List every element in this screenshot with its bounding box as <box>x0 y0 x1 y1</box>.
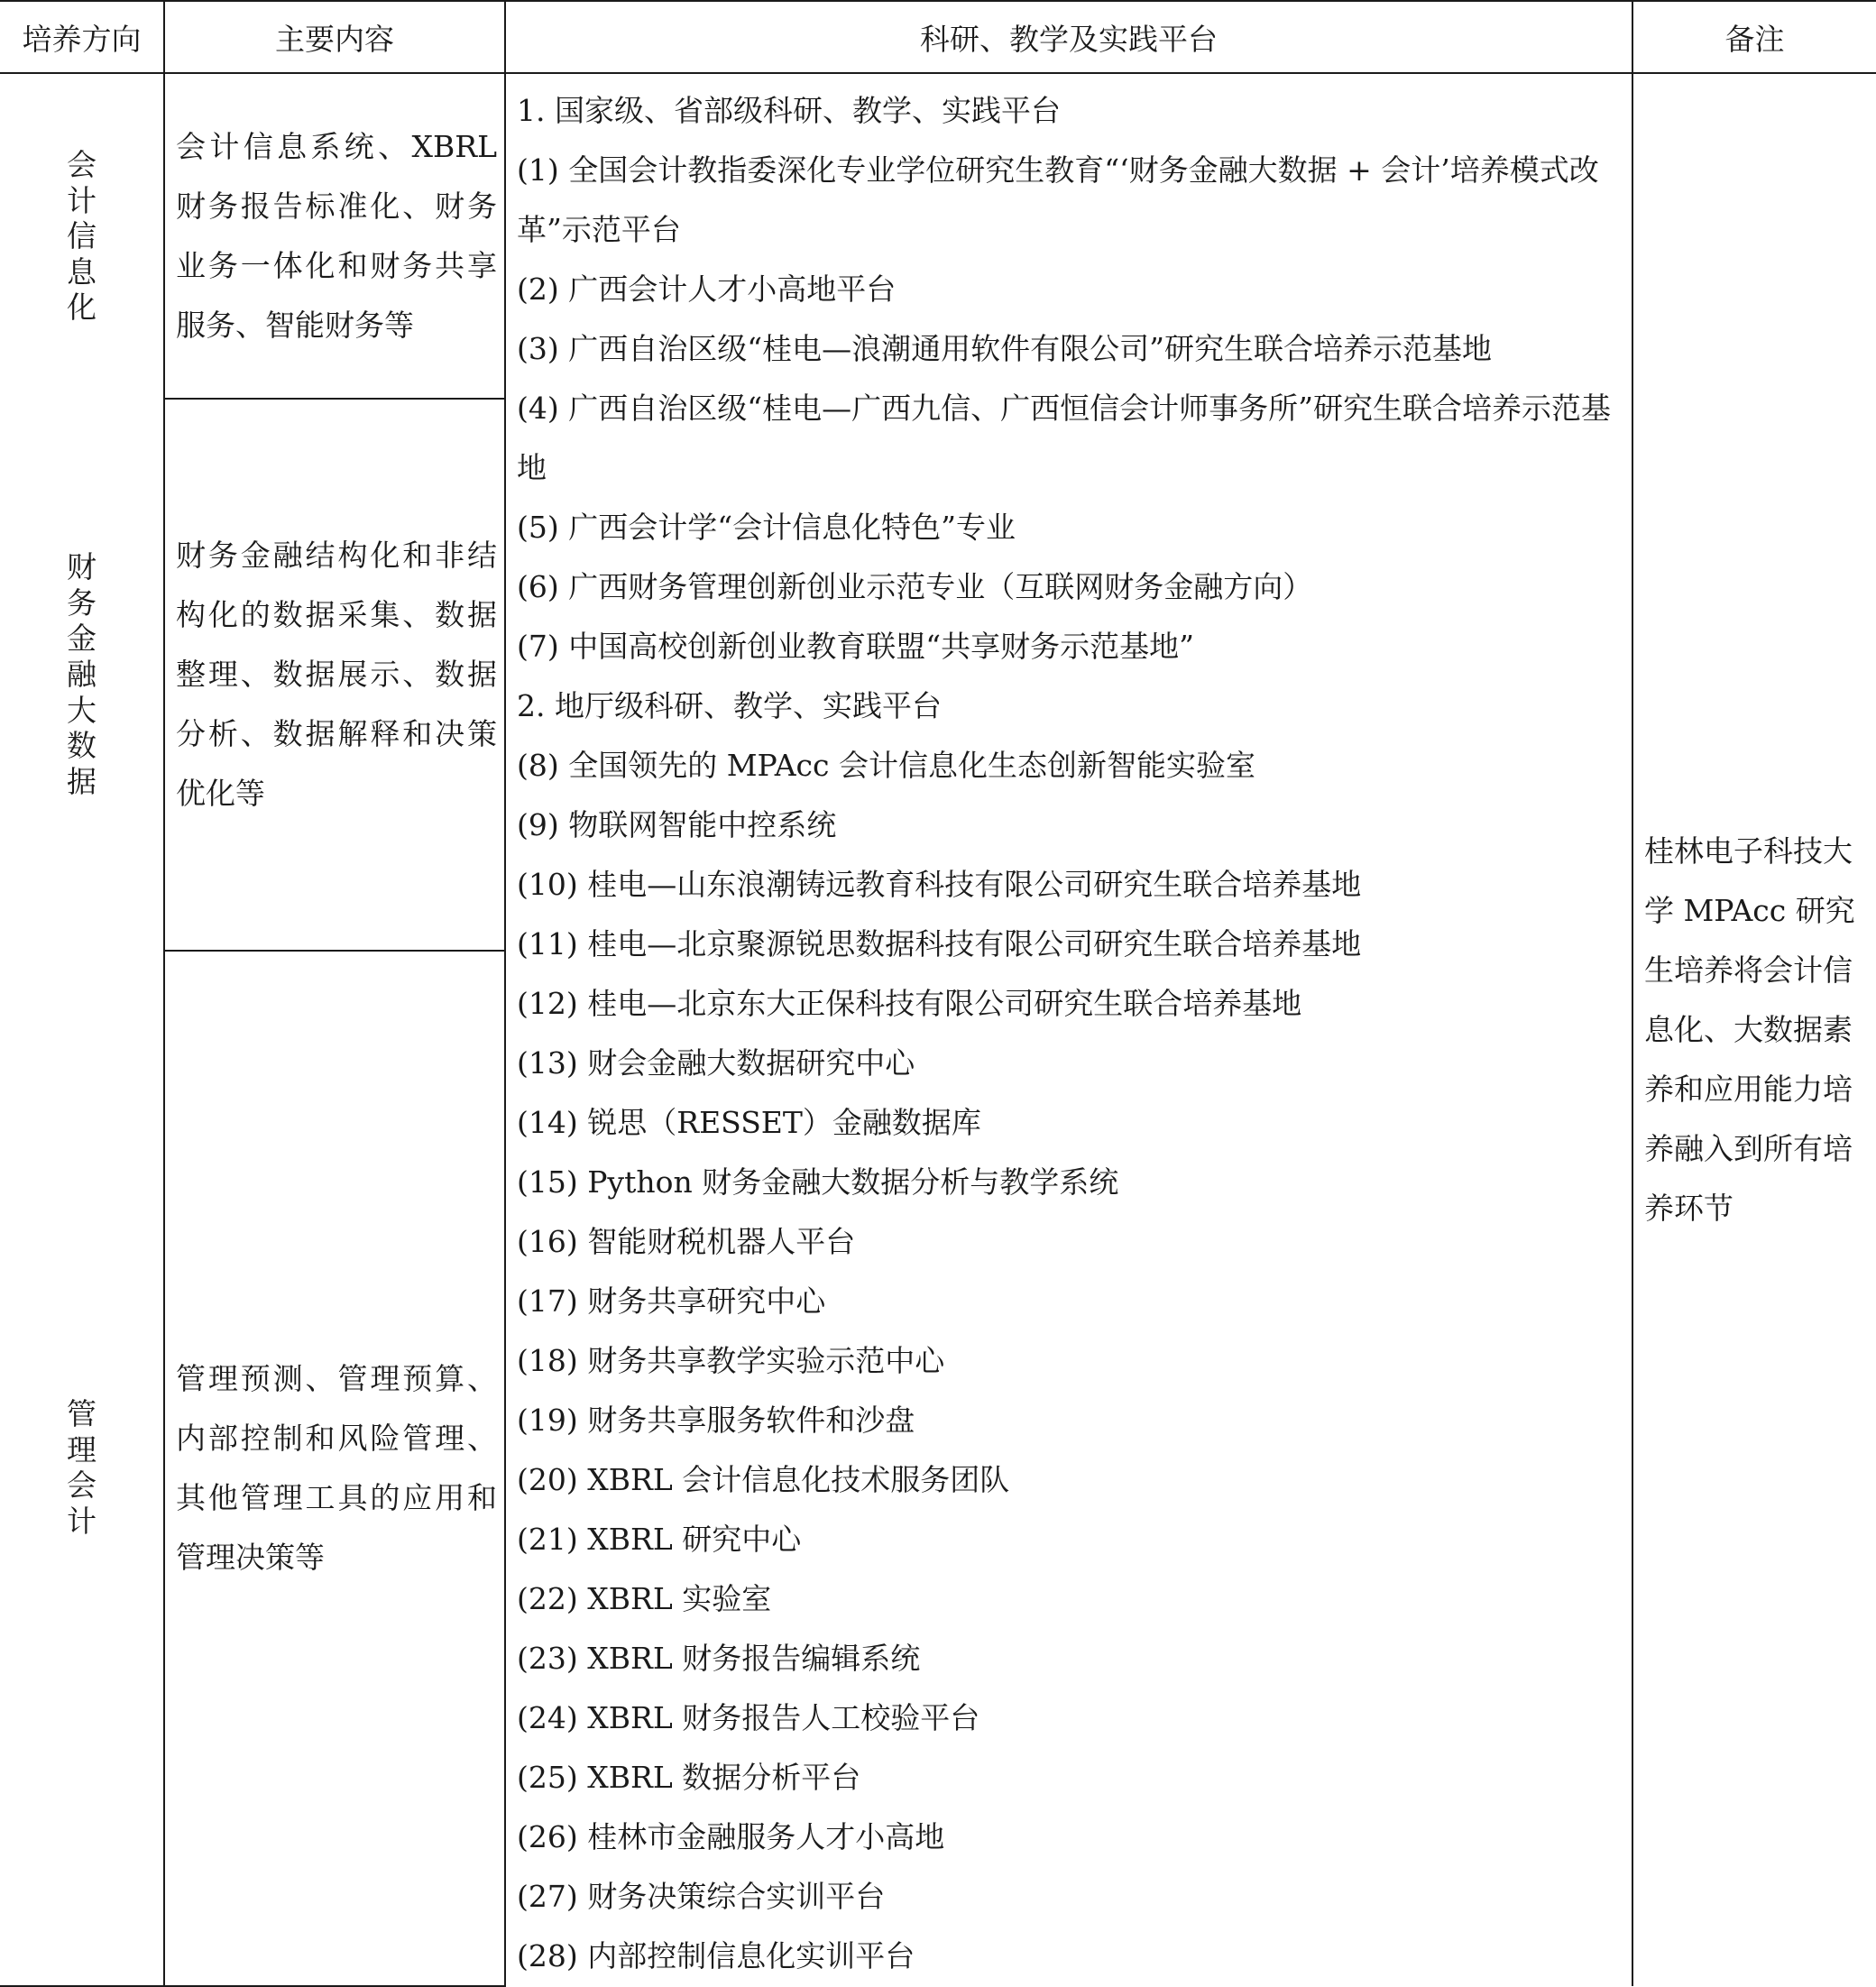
direction-char: 据 <box>67 763 97 799</box>
note-cell: 桂林电子科技大学 MPAcc 研究生培养将会计信息化、大数据素养和应用能力培养融入到所有培养环节 <box>1632 73 1876 1986</box>
table-header-row <box>0 1 1876 73</box>
platform-item: (8) 全国领先的 MPAcc 会计信息化生态创新智能实验室 <box>517 748 1255 783</box>
platform-item: (19) 财务共享服务软件和沙盘 <box>517 1403 915 1438</box>
platform-item: (3) 广西自治区级“桂电—浪潮通用软件有限公司”研究生联合培养示范基地 <box>517 331 1492 366</box>
platform-item: (10) 桂电—山东浪潮铸远教育科技有限公司研究生联合培养基地 <box>517 867 1362 902</box>
direction-cell <box>0 73 164 399</box>
table-row <box>0 73 1876 399</box>
platform-item: (1) 全国会计教指委深化专业学位研究生教育“‘财务金融大数据 + 会计’培养模式改革”示范平台 <box>517 152 1599 247</box>
header-direction: 培养方向 <box>0 1 164 73</box>
platform-item: (20) XBRL 会计信息化技术服务团队 <box>517 1462 1010 1497</box>
direction-char: 计 <box>67 182 97 218</box>
platform-item: (2) 广西会计人才小高地平台 <box>517 271 897 307</box>
direction-cell <box>0 399 164 951</box>
direction-char: 大 <box>67 692 97 728</box>
direction-char: 息 <box>67 253 97 290</box>
direction-char: 务 <box>67 584 97 621</box>
direction-char: 融 <box>67 657 97 693</box>
platform-item: (5) 广西会计学“会计信息化特色”专业 <box>517 510 1016 545</box>
direction-char: 财 <box>67 549 97 585</box>
header-platforms: 科研、教学及实践平台 <box>505 1 1632 73</box>
platform-item: (24) XBRL 财务报告人工校验平台 <box>517 1700 980 1735</box>
direction-char: 管 <box>67 1396 97 1432</box>
platform-item: (23) XBRL 财务报告编辑系统 <box>517 1641 921 1676</box>
platforms-cell <box>505 73 1632 1986</box>
direction-char: 会 <box>67 1467 97 1504</box>
platform-item: (26) 桂林市金融服务人才小高地 <box>517 1819 945 1854</box>
platform-item: 1. 国家级、省部级科研、教学、实践平台 <box>517 93 1061 128</box>
platform-item: (16) 智能财税机器人平台 <box>517 1224 856 1259</box>
direction-char: 数 <box>67 728 97 764</box>
direction-cell <box>0 951 164 1986</box>
content-cell: 会计信息系统、XBRL财务报告标准化、财务业务一体化和财务共享服务、智能财务等 <box>164 73 505 399</box>
platform-item: (15) Python 财务金融大数据分析与教学系统 <box>517 1164 1119 1200</box>
platform-item: (17) 财务共享研究中心 <box>517 1283 826 1319</box>
header-note: 备注 <box>1632 1 1876 73</box>
platform-item: (13) 财会金融大数据研究中心 <box>517 1045 915 1081</box>
platform-item: (18) 财务共享教学实验示范中心 <box>517 1343 945 1378</box>
platform-item: (11) 桂电—北京聚源锐思数据科技有限公司研究生联合培养基地 <box>517 926 1362 961</box>
direction-char: 金 <box>67 621 97 657</box>
platform-item: (21) XBRL 研究中心 <box>517 1522 802 1557</box>
direction-char: 会 <box>67 147 97 183</box>
platform-item: (22) XBRL 实验室 <box>517 1581 772 1616</box>
platform-item: (12) 桂电—北京东大正保科技有限公司研究生联合培养基地 <box>517 986 1302 1021</box>
platform-item: (7) 中国高校创新创业教育联盟“共享财务示范基地” <box>517 629 1194 664</box>
direction-char: 理 <box>67 1431 97 1467</box>
platform-item: (14) 锐思（RESSET）金融数据库 <box>517 1105 981 1140</box>
platform-item: (25) XBRL 数据分析平台 <box>517 1760 861 1795</box>
direction-char: 信 <box>67 218 97 254</box>
platform-item: (6) 广西财务管理创新创业示范专业（互联网财务金融方向） <box>517 569 1313 604</box>
platform-item: (4) 广西自治区级“桂电—广西九信、广西恒信会计师事务所”研究生联合培养示范基地 <box>517 391 1611 485</box>
platform-item: 2. 地厅级科研、教学、实践平台 <box>517 688 942 723</box>
content-cell: 财务金融结构化和非结构化的数据采集、数据整理、数据展示、数据分析、数据解释和决策优化等 <box>164 399 505 951</box>
platform-item: (28) 内部控制信息化实训平台 <box>517 1938 915 1973</box>
content-cell: 管理预测、管理预算、内部控制和风险管理、其他管理工具的应用和管理决策等 <box>164 951 505 1986</box>
platform-item: (9) 物联网智能中控系统 <box>517 807 837 842</box>
header-content: 主要内容 <box>164 1 505 73</box>
direction-char: 化 <box>67 290 97 326</box>
platform-item: (27) 财务决策综合实训平台 <box>517 1879 886 1914</box>
direction-char: 计 <box>67 1503 97 1539</box>
